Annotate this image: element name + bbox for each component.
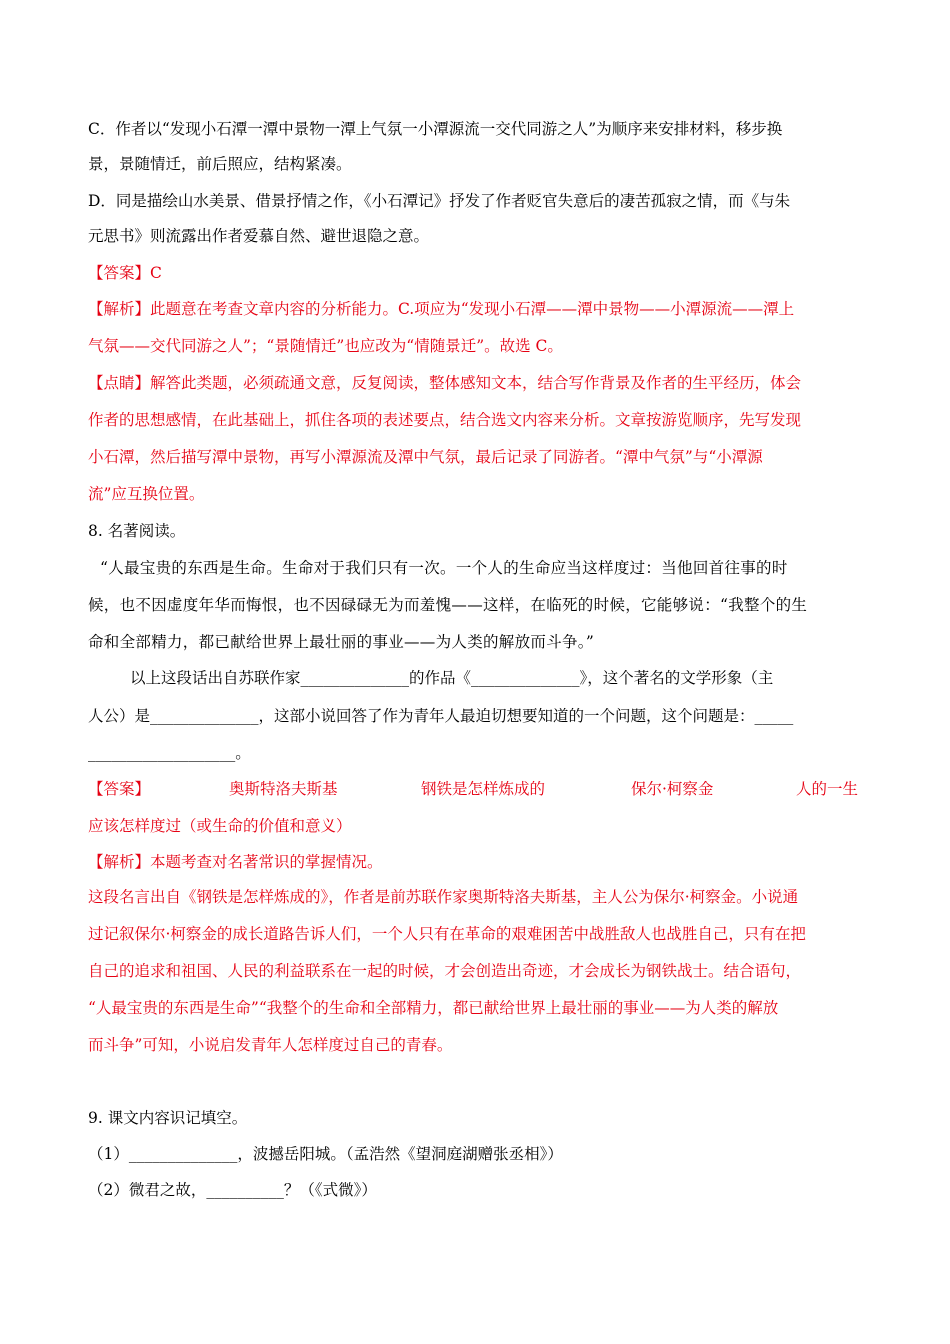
option-d-line-1: D．同是描绘山水美景、借景抒情之作，《小石潭记》抒发了作者贬官失意后的凄苦孤寂之情，而《与朱 <box>88 192 791 210</box>
option-d-line-2: 元思书》则流露出作者爱慕自然、避世退隐之意。 <box>88 227 430 245</box>
q7-tip-line-4: 流”应互换位置。 <box>88 485 205 503</box>
q8-quote-line-2: 候，也不因虚度年华而悔恨，也不因碌碌无为而羞愧——这样，在临死的时候，它能够说：“我整个的生 <box>88 596 808 614</box>
q7-tip-line-2: 作者的思想感情，在此基础上，抓住各项的表述要点，结合选文内容来分析。文章按游览顺序，先写发现 <box>88 411 802 429</box>
q8-analysis-line-3: 过记叙保尔·柯察金的成长道路告诉人们，一个人只有在革命的艰难困苦中战胜敌人也战胜自己，只有在把 <box>88 925 806 943</box>
q7-answer: 【答案】C <box>88 264 162 282</box>
q7-analysis-line-1: 【解析】此题意在考查文章内容的分析能力。C.项应为“发现小石潭——潭中景物——小潭源流——潭上 <box>88 300 795 318</box>
q8-answer-continued: 应该怎样度过（或生命的价值和意义） <box>88 817 352 835</box>
q8-title: 8. 名著阅读。 <box>88 522 186 540</box>
q9-item-2: （2）微君之故，__________？（《式微》） <box>88 1181 377 1199</box>
q8-analysis-line-4: 自己的追求和祖国、人民的利益联系在一起的时候，才会创造出奇迹，才会成长为钢铁战士。结合语句， <box>88 962 802 980</box>
q9-item-1: （1）______________，波撼岳阳城。（孟浩然《望洞庭湖赠张丞相》） <box>88 1145 563 1163</box>
q8-quote-line-1: “人最宝贵的东西是生命。生命对于我们只有一次。一个人的生命应当这样度过：当他回首往事的时 <box>100 559 788 577</box>
q8-prompt-line-2: 人公）是______________，这部小说回答了作为青年人最迫切想要知道的一个问题，这个问题是：_____ <box>88 707 794 725</box>
q7-tip-line-3: 小石潭，然后描写潭中景物，再写小潭源流及潭中气氛，最后记录了同游者。“潭中气氛”与“小潭源 <box>88 448 763 466</box>
q8-analysis-line-6: 而斗争”可知，小说启发青年人怎样度过自己的青春。 <box>88 1036 453 1054</box>
q8-prompt-line-1: 以上这段话出自苏联作家______________的作品《______________》，这个著名的文学形象（主 <box>130 669 774 687</box>
q8-analysis-line-2: 这段名言出自《钢铁是怎样炼成的》，作者是前苏联作家奥斯特洛夫斯基，主人公为保尔·柯察金。小说通 <box>88 888 799 906</box>
q8-analysis-line-5: “人最宝贵的东西是生命”“我整个的生命和全部精力，都已献给世界上最壮丽的事业——为人类的解放 <box>88 999 779 1017</box>
q7-tip-line-1: 【点睛】解答此类题，必须疏通文意，反复阅读，整体感知文本，结合写作背景及作者的生平经历，体会 <box>88 374 802 392</box>
q8-answer-work: 钢铁是怎样炼成的 <box>421 780 546 798</box>
q8-quote-line-3: 命和全部精力，都已献给世界上最壮丽的事业——为人类的解放而斗争。” <box>88 633 595 651</box>
option-c-line-2: 景，景随情迁，前后照应，结构紧凑。 <box>88 155 352 173</box>
q8-answer-protagonist: 保尔·柯察金 <box>631 780 714 798</box>
option-c-line-1: C．作者以“发现小石潭一潭中景物一潭上气氛一小潭源流一交代同游之人”为顺序来安排材料，移步换 <box>88 120 783 138</box>
q8-answer-author: 奥斯特洛夫斯基 <box>229 780 338 798</box>
q9-title: 9. 课文内容识记填空。 <box>88 1109 248 1127</box>
q8-analysis-line-1: 【解析】本题考查对名著常识的掌握情况。 <box>88 853 383 871</box>
q7-analysis-line-2: 气氛——交代同游之人”；“景随情迁”也应改为“情随景迁”。故选 C。 <box>88 337 563 355</box>
q8-answer-question: 人的一生 <box>796 780 859 798</box>
q8-prompt-line-3: ___________________。 <box>88 744 251 762</box>
q8-answer-label: 【答案】 <box>88 780 151 798</box>
q8-answer-row <box>88 779 863 799</box>
